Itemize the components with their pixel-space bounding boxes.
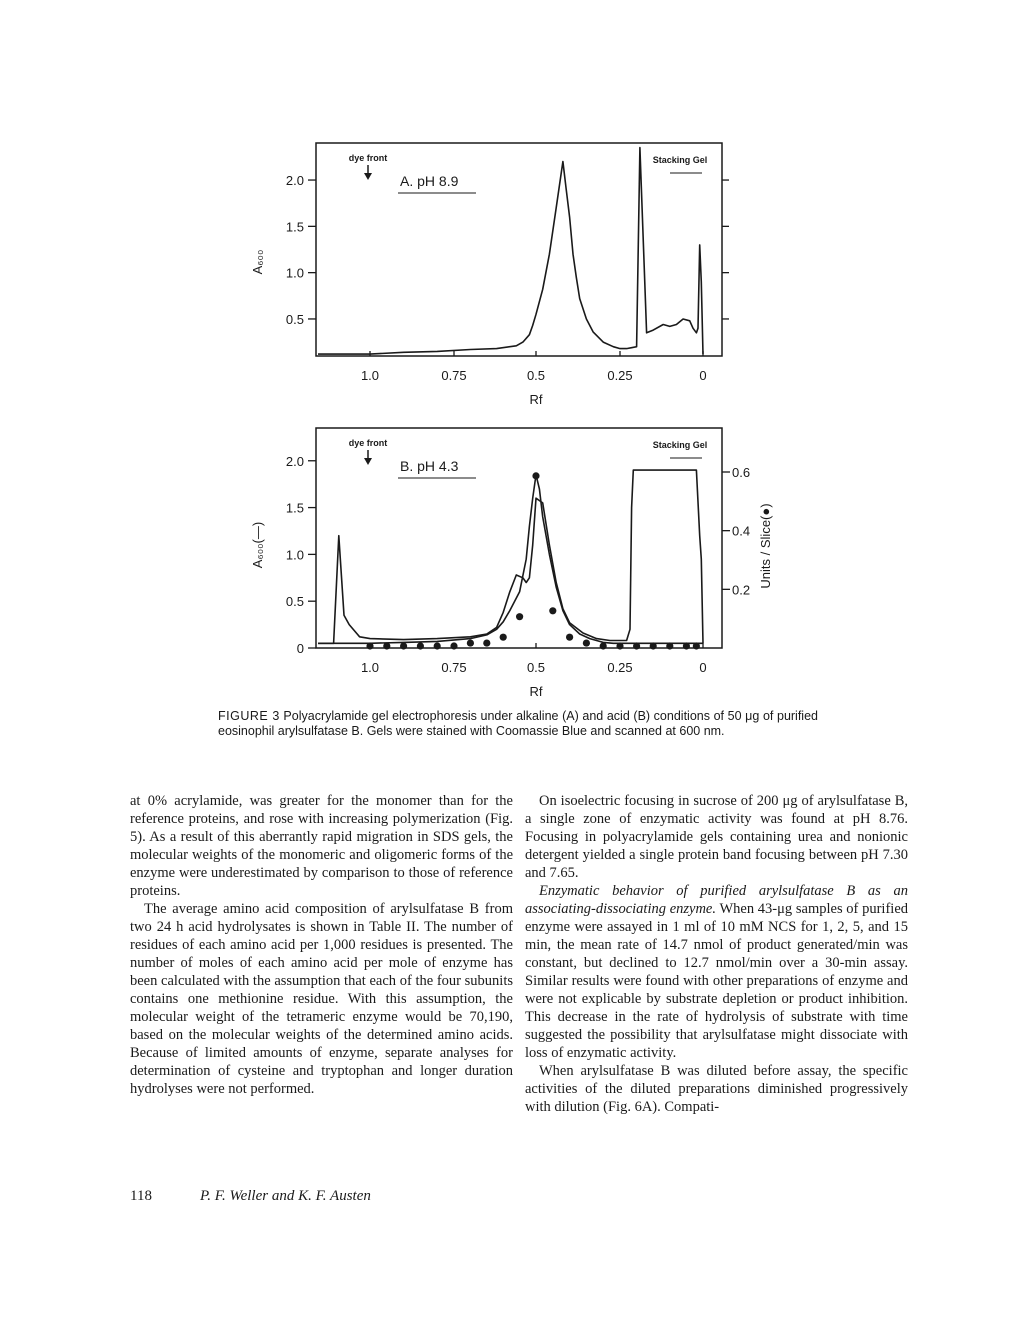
activity-point — [600, 642, 607, 649]
y-axis-label: A₆₀₀(—) — [250, 521, 265, 569]
absorbance-trace — [318, 470, 703, 643]
x-tick-label: 0.25 — [607, 660, 633, 675]
figure-caption — [218, 709, 818, 739]
x-axis-label: Rf — [529, 684, 543, 699]
y-axis-label: A₆₀₀ — [250, 249, 265, 275]
plot-frame — [316, 143, 722, 356]
y-tick-label: 0.5 — [285, 311, 304, 327]
page-number: 118 — [130, 1188, 152, 1204]
x-tick-label: 0 — [699, 660, 707, 675]
caption-text: Polyacrylamide gel electrophoresis under alkaline (A) and acid (B) conditions of 50 μg of purified eosinophil arylsulfatase B. Gels were stained with Coomassie Blue and scanned at 600 nm. — [218, 709, 818, 738]
y-tick-label: 1.0 — [285, 547, 304, 563]
activity-point — [467, 639, 474, 646]
panel-label: B. pH 4.3 — [400, 458, 459, 474]
activity-point — [417, 642, 424, 649]
x-tick-label: 0.75 — [441, 660, 467, 675]
x-tick-label: 0.25 — [607, 368, 633, 383]
activity-point — [434, 642, 441, 649]
activity-point — [516, 613, 523, 620]
stacking-gel-label: Stacking Gel — [652, 440, 708, 450]
y-tick-label: 2.0 — [285, 453, 304, 469]
dye-front-label: dye front — [348, 438, 388, 448]
activity-point — [693, 642, 700, 649]
x-tick-label: 1.0 — [360, 660, 380, 675]
activity-point — [666, 642, 673, 649]
paragraph — [525, 882, 908, 1062]
x-tick-label: 0.5 — [526, 368, 546, 383]
paragraph: When arylsulfatase B was diluted before assay, the specific activities of the diluted preparations diminished progressively with dilution (Fig. 6A). Compati- — [525, 1063, 908, 1115]
y-tick-label: 1.0 — [285, 265, 304, 281]
panel-b — [250, 428, 773, 699]
y-tick-label: 1.5 — [285, 219, 304, 235]
running-authors: P. F. Weller and K. F. Austen — [200, 1188, 371, 1204]
left-column — [130, 792, 513, 1098]
paragraph: The average amino acid composition of arylsulfatase B from two 24 h acid hydrolysates is shown in Table II. The number of residues of each amino acid per 1,000 residues is presented. The number of moles of each amino acid per mole of enzyme has been calculated with the assumption that each of the four subunits contains one methionine residue. With this assumption, the molecular weight of the tetrameric enzyme would be 70,190, based on the molecular weights of the determined amino acids. Because of limited amounts of enzyme, separate analyses for determination of cysteine and tryptophan and longer duration hydrolyses were not performed. — [130, 901, 513, 1097]
activity-point — [566, 634, 573, 641]
panel-label: A. pH 8.9 — [400, 173, 459, 189]
activity-point — [400, 642, 407, 649]
x-tick-label: 0.75 — [441, 368, 467, 383]
right-column — [525, 792, 908, 1116]
activity-point — [633, 642, 640, 649]
dye-front-label: dye front — [348, 153, 388, 163]
activity-point — [483, 639, 490, 646]
activity-point — [450, 642, 457, 649]
y-tick-label: 1.5 — [285, 500, 304, 516]
absorbance-trace — [318, 475, 703, 644]
y-tick-label-right: 0.2 — [732, 582, 751, 598]
activity-point — [583, 639, 590, 646]
page-footer — [130, 1188, 371, 1205]
y-axis-label-right: Units / Slice(●) — [758, 503, 773, 589]
activity-point — [532, 472, 539, 479]
x-axis-label: Rf — [529, 392, 543, 407]
absorbance-trace — [318, 148, 703, 355]
paragraph: at 0% acrylamide, was greater for the monomer than for the reference proteins, and rose with increasing polymerization (Fig. 5). As a result of this aberrantly rapid migration in SDS gels, the molecular weights of the monomeric and oligomeric forms of the enzyme were underestimated by comparison to those of reference proteins. — [130, 793, 513, 899]
activity-point — [366, 642, 373, 649]
activity-point — [650, 642, 657, 649]
activity-point — [500, 634, 507, 641]
stacking-gel-label: Stacking Gel — [652, 155, 708, 165]
y-tick-label: 2.0 — [285, 173, 304, 189]
y-tick-label: 0.5 — [285, 594, 304, 610]
activity-point — [683, 642, 690, 649]
x-tick-label: 0.5 — [526, 660, 546, 675]
activity-point — [616, 642, 623, 649]
paragraph-text: When 43-μg samples of purified enzyme were assayed in 1 ml of 10 mM NCS for 1, 2, 5, and 15 min, the mean rate of 14.7 nmol of product generated/min was constant, but declined to 12.7 nmol/min over a 30-min assay. Similar results were found with other preparations of enzyme and were not explicable by substrate depletion or product inhibition. This decrease in the rate of hydrolysis of substrate with time suggested the possibility that arylsulfatase might dissociate with loss of enzymatic activity. — [525, 901, 908, 1061]
section-heading: Enzymatic behavior of purified arylsulfatase B as an associating-dissociating enzyme. — [525, 883, 908, 917]
y-tick-label-right: 0.4 — [732, 523, 751, 539]
activity-point — [549, 607, 556, 614]
y-tick-label: 0 — [296, 641, 304, 656]
dye-front-arrowhead — [364, 458, 372, 465]
activity-point — [383, 642, 390, 649]
paragraph: On isoelectric focusing in sucrose of 200 μg of arylsulfatase B, a single zone of enzymatic activity was found at pH 8.76. Focusing in polyacrylamide gels containing urea and nonionic detergent yielded a single protein band focusing between pH 7.30 and 7.65. — [525, 793, 908, 881]
x-tick-label: 0 — [699, 368, 707, 383]
dye-front-arrowhead — [364, 173, 372, 180]
caption-label: FIGURE 3 — [218, 709, 280, 723]
y-tick-label-right: 0.6 — [732, 465, 751, 480]
panel-a — [250, 143, 729, 407]
x-tick-label: 1.0 — [360, 368, 380, 383]
